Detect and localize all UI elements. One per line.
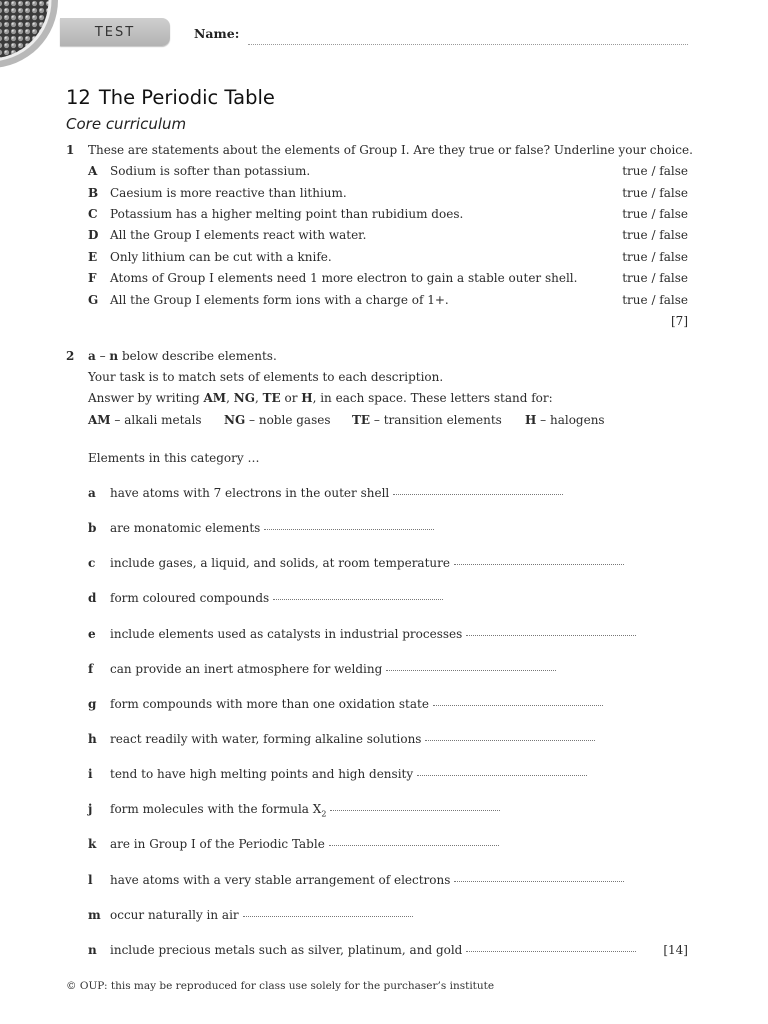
test-tab	[60, 18, 170, 46]
q1-true-false-choice[interactable]: true / false	[622, 207, 688, 221]
q1-item-text: All the Group I elements form ions with a charge of 1+.	[110, 293, 449, 307]
key-alkali-metals: AM – alkali metals	[88, 413, 202, 427]
q2-item-letter: d	[88, 591, 97, 605]
q1-item-text: Only lithium can be cut with a knife.	[110, 250, 332, 264]
test-tab-label: TEST	[94, 24, 136, 40]
q2-line3: Answer by writing AM, NG, TE or H, in each space. These letters stand for:	[88, 391, 553, 405]
q2-item-letter: h	[88, 732, 97, 746]
q2-item-letter: e	[88, 627, 96, 641]
answer-blank[interactable]	[433, 704, 603, 706]
q2-item-letter: n	[88, 943, 97, 957]
q2-line1: a – n below describe elements.	[88, 349, 277, 363]
q2-item: include elements used as catalysts in industrial processes	[110, 627, 636, 642]
answer-blank[interactable]	[393, 493, 563, 495]
q2-item: include gases, a liquid, and solids, at room temperature	[110, 556, 624, 571]
key-noble-gases: NG – noble gases	[224, 413, 331, 427]
q1-item-letter: C	[88, 207, 98, 221]
q1-item-text: Potassium has a higher melting point than rubidium does.	[110, 207, 464, 221]
q2-number: 2	[66, 349, 75, 363]
q1-item-letter: F	[88, 271, 97, 285]
q2-item: are monatomic elements	[110, 521, 434, 536]
q2-item-letter: b	[88, 521, 97, 535]
page-title	[66, 86, 275, 109]
q1-prompt: These are statements about the elements of Group I. Are they true or false? Underline your choice.	[88, 143, 693, 157]
subscript: 2	[321, 809, 327, 819]
q1-item-letter: B	[88, 186, 99, 200]
key-transition-elements: TE – transition elements	[352, 413, 502, 427]
q2-item-letter: l	[88, 873, 93, 887]
q2-item-letter: m	[88, 908, 101, 922]
q1-item-text: Caesium is more reactive than lithium.	[110, 186, 347, 200]
corner-disc-graphic	[0, 0, 58, 100]
q1-true-false-choice[interactable]: true / false	[622, 271, 688, 285]
q1-item-text: Sodium is softer than potassium.	[110, 164, 311, 178]
q1-true-false-choice[interactable]: true / false	[622, 186, 688, 200]
answer-blank[interactable]	[329, 844, 499, 846]
q2-line2: Your task is to match sets of elements to each description.	[88, 370, 444, 384]
q1-item-text: Atoms of Group I elements need 1 more electron to gain a stable outer shell.	[110, 271, 578, 285]
answer-blank[interactable]	[425, 739, 595, 741]
name-label: Name:	[194, 26, 240, 41]
chapter-number: 12	[66, 86, 91, 109]
q2-item: include precious metals such as silver, platinum, and gold	[110, 943, 636, 958]
q1-true-false-choice[interactable]: true / false	[622, 228, 688, 242]
name-input-line[interactable]	[248, 44, 688, 45]
q2-item-letter: j	[88, 802, 93, 816]
answer-blank[interactable]	[466, 950, 636, 952]
q2-item: occur naturally in air	[110, 908, 413, 923]
q2-item: form coloured compounds	[110, 591, 443, 606]
q2-item: have atoms with 7 electrons in the outer shell	[110, 486, 563, 501]
q1-item-text: All the Group I elements react with water.	[110, 228, 367, 242]
q2-item-letter: f	[88, 662, 94, 676]
answer-blank[interactable]	[330, 809, 500, 811]
answer-blank[interactable]	[273, 598, 443, 600]
q1-item-letter: E	[88, 250, 98, 264]
q2-item: form compounds with more than one oxidation state	[110, 697, 603, 712]
answer-blank[interactable]	[466, 634, 636, 636]
q1-item-letter: G	[88, 293, 99, 307]
q2-intro: Elements in this category …	[88, 451, 260, 465]
q2-item: tend to have high melting points and high density	[110, 767, 587, 782]
answer-blank[interactable]	[454, 563, 624, 565]
chapter-title: The Periodic Table	[98, 86, 275, 109]
q2-item-letter: c	[88, 556, 96, 570]
q2-item-letter: a	[88, 486, 96, 500]
q2-item: react readily with water, forming alkaline solutions	[110, 732, 595, 747]
section-subtitle: Core curriculum	[66, 115, 187, 133]
answer-blank[interactable]	[243, 915, 413, 917]
q2-item: can provide an inert atmosphere for welding	[110, 662, 556, 677]
key-halogens: H – halogens	[525, 413, 605, 427]
q1-true-false-choice[interactable]: true / false	[622, 250, 688, 264]
q2-item-letter: g	[88, 697, 97, 711]
answer-blank[interactable]	[386, 669, 556, 671]
q1-true-false-choice[interactable]: true / false	[622, 293, 688, 307]
q1-item-letter: D	[88, 228, 99, 242]
answer-blank[interactable]	[454, 880, 624, 882]
answer-blank[interactable]	[264, 528, 434, 530]
q2-item-letter: k	[88, 837, 97, 851]
q2-marks: [14]	[663, 943, 688, 957]
q1-number: 1	[66, 143, 75, 157]
q1-item-letter: A	[88, 164, 98, 178]
q1-true-false-choice[interactable]: true / false	[622, 164, 688, 178]
q2-item: have atoms with a very stable arrangement of electrons	[110, 873, 624, 888]
answer-blank[interactable]	[417, 774, 587, 776]
q2-item-letter: i	[88, 767, 93, 781]
q2-item: are in Group I of the Periodic Table	[110, 837, 499, 852]
q2-item: form molecules with the formula $X_2$	[110, 802, 500, 821]
copyright-footer: © OUP: this may be reproduced for class use solely for the purchaser’s institute	[66, 980, 495, 992]
q1-marks: [7]	[671, 314, 688, 328]
